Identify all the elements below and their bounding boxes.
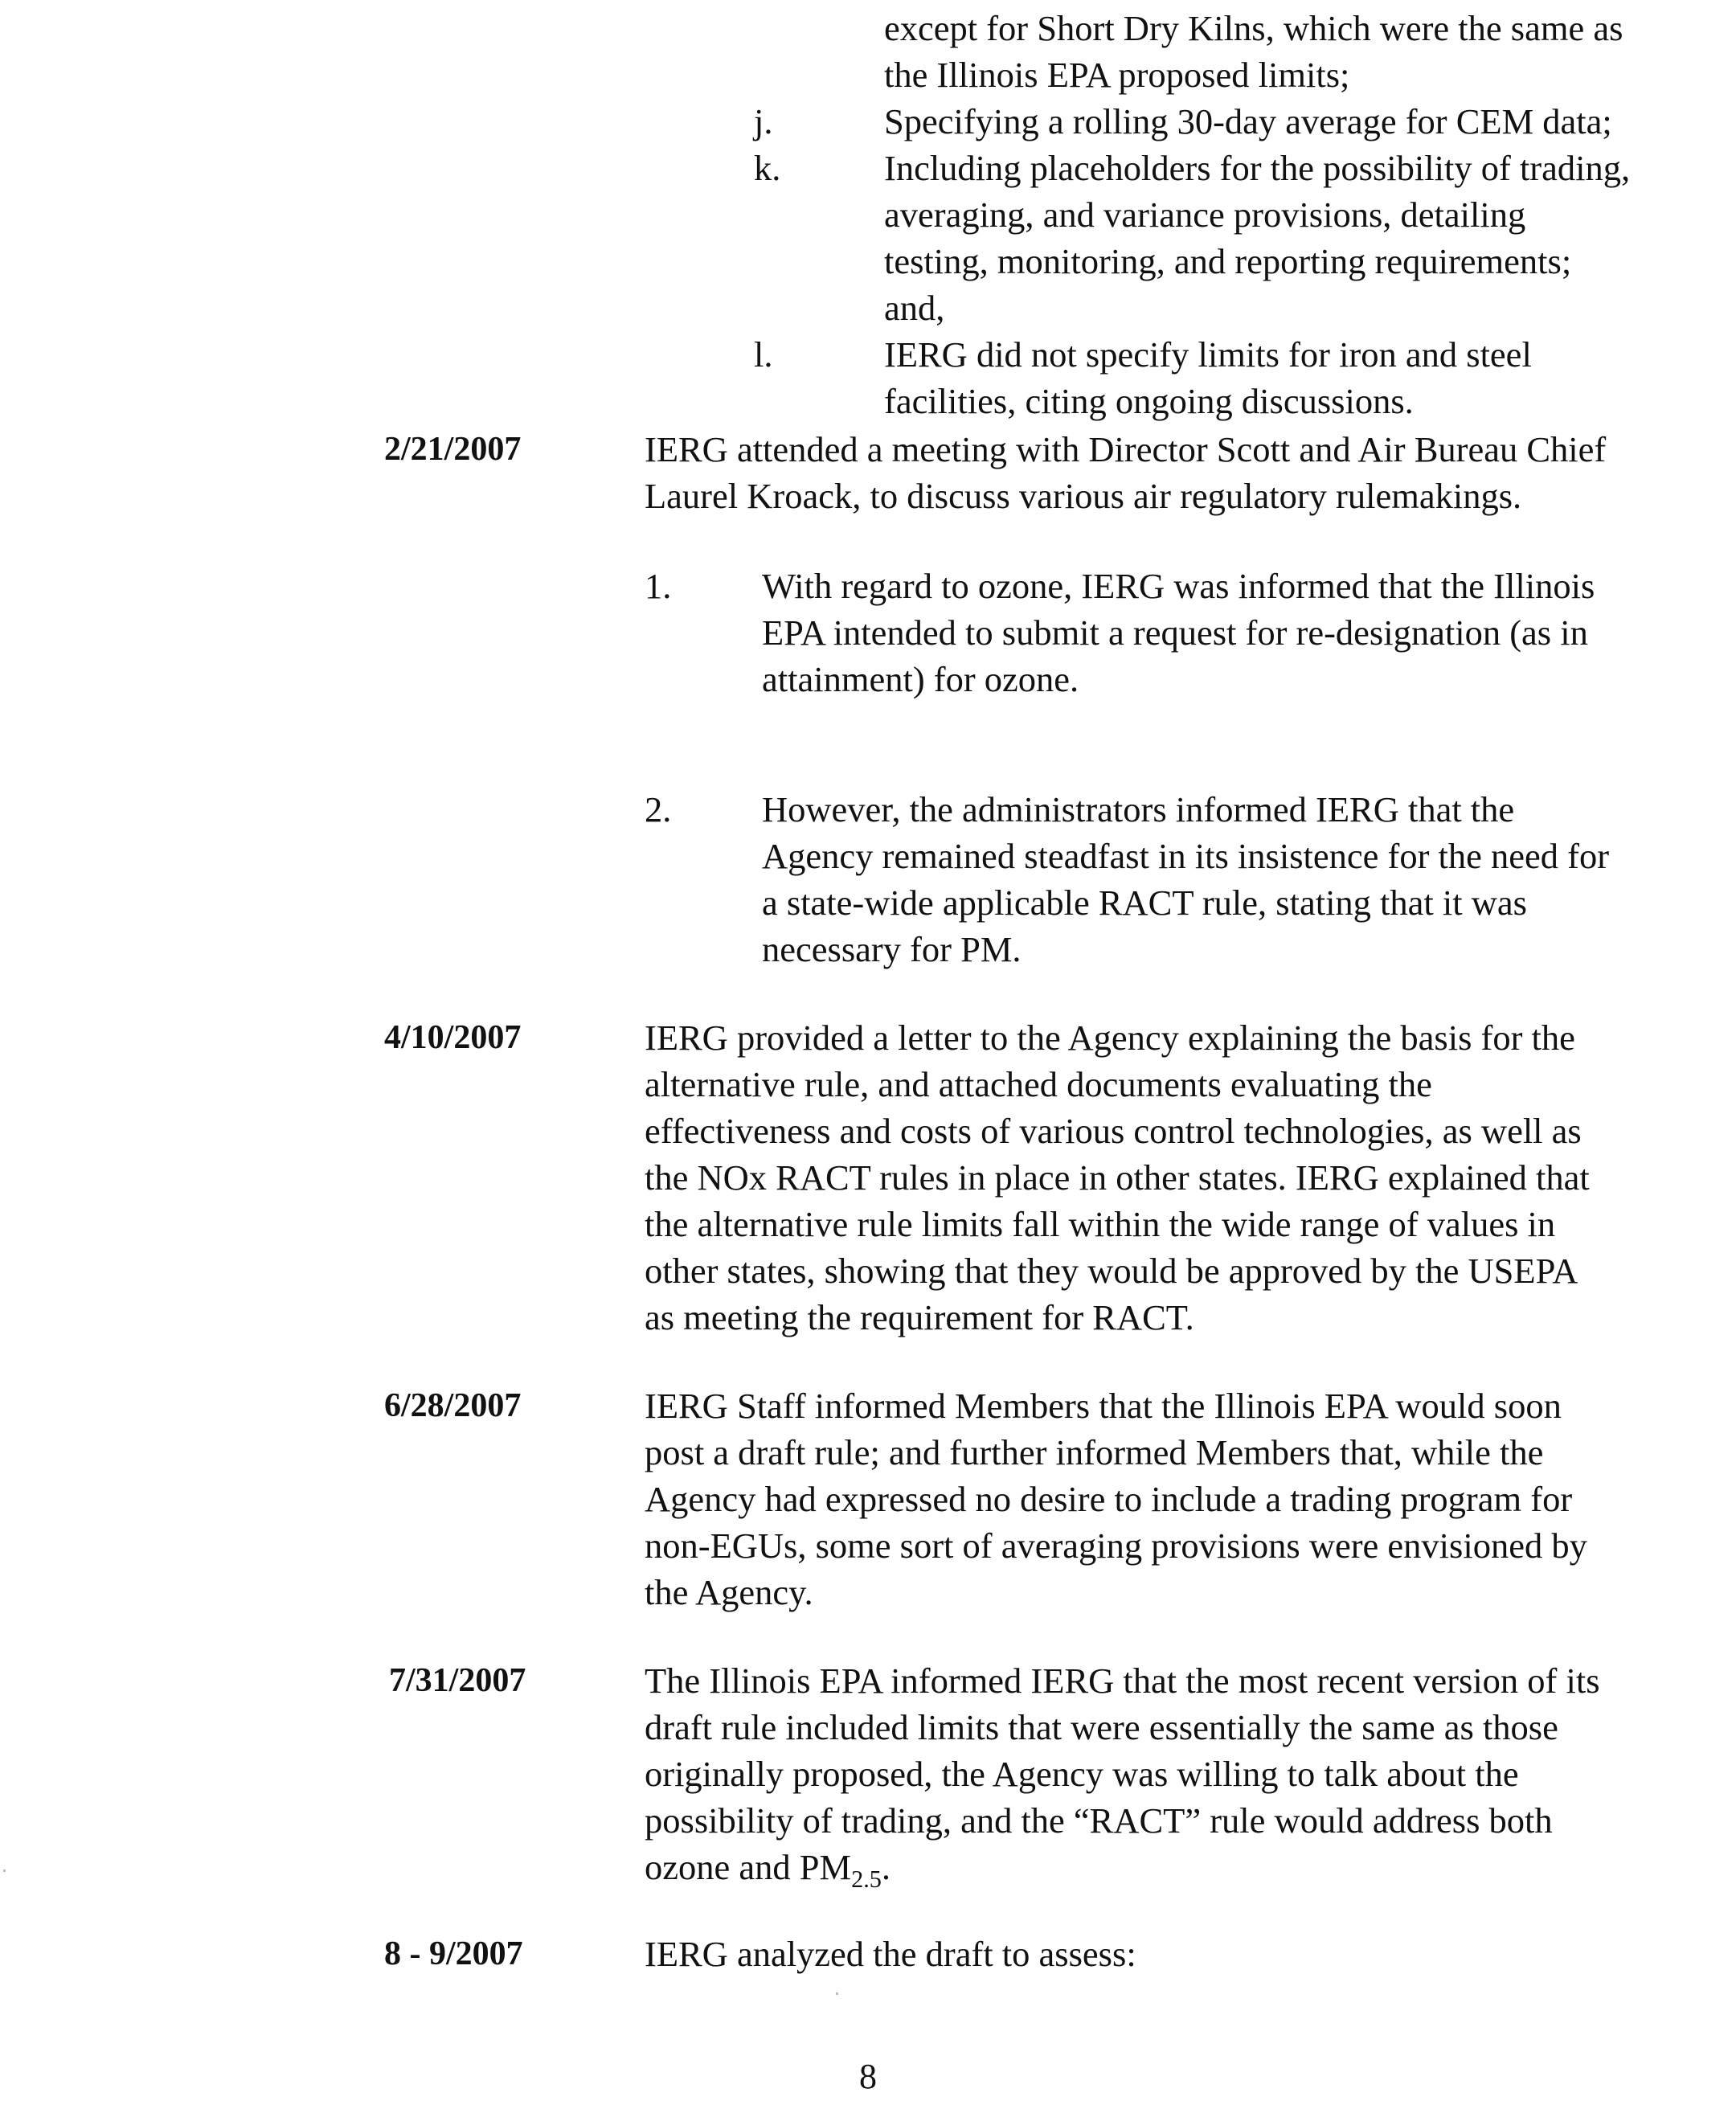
pm-text: ozone and PM (645, 1847, 852, 1887)
entry-text-line: the alternative rule limits fall within the wide range of values in (645, 1204, 1556, 1244)
subitem-text-line: a state-wide applicable RACT rule, stating that it was (762, 883, 1527, 923)
subitem-text-line: EPA intended to submit a request for re-designation (as in (762, 612, 1588, 653)
list-letter-l: l. (754, 334, 773, 375)
entry-text-line: post a draft rule; and further informed Members that, while the (645, 1432, 1544, 1472)
entry-text-line: Laurel Kroack, to discuss various air regulatory rulemakings. (645, 476, 1522, 516)
entry-text-line: draft rule included limits that were essentially the same as those (645, 1707, 1558, 1747)
list-continuation-line: the Illinois EPA proposed limits; (884, 55, 1350, 95)
list-item-text: testing, monitoring, and reporting requirements; (884, 241, 1572, 281)
subitem-number: 2. (645, 789, 672, 829)
list-continuation-line: except for Short Dry Kilns, which were the same as (884, 8, 1623, 48)
list-item-text: Including placeholders for the possibility of trading, (884, 148, 1631, 188)
list-item-text: Specifying a rolling 30-day average for CEM data; (884, 101, 1612, 141)
subitem-text-line: However, the administrators informed IERG that the (762, 789, 1515, 829)
entry-text-line: IERG analyzed the draft to assess: (645, 1934, 1136, 1974)
entry-text-line: effectiveness and costs of various control technologies, as well as (645, 1111, 1582, 1151)
scan-mark (836, 1992, 838, 1995)
list-item-text: averaging, and variance provisions, detailing (884, 195, 1526, 235)
subitem-text-line: attainment) for ozone. (762, 659, 1079, 699)
pm-period: . (881, 1847, 891, 1887)
subitem-text-line: necessary for PM. (762, 929, 1022, 969)
entry-date: 2/21/2007 (384, 431, 522, 468)
list-item-text: IERG did not specify limits for iron and steel (884, 334, 1532, 375)
entry-text-line: possibility of trading, and the “RACT” rule would address both (645, 1800, 1553, 1841)
entry-text-line: as meeting the requirement for RACT. (645, 1297, 1194, 1337)
entry-date: 8 - 9/2007 (384, 1935, 523, 1972)
entry-text-line: Agency had expressed no desire to include a trading program for (645, 1479, 1573, 1519)
entry-text-line: IERG Staff informed Members that the Illinois EPA would soon (645, 1386, 1562, 1426)
entry-text-line (645, 1844, 891, 1893)
pm-subscript: 2.5 (851, 1865, 882, 1893)
entry-text-line: alternative rule, and attached documents evaluating the (645, 1064, 1432, 1104)
subitem-text-line: With regard to ozone, IERG was informed that the Illinois (762, 566, 1595, 606)
list-item-text: and, (884, 288, 945, 328)
entry-text-line: non-EGUs, some sort of averaging provisions were envisioned by (645, 1525, 1587, 1566)
entry-text-line: the Agency. (645, 1572, 813, 1612)
entry-text-line: originally proposed, the Agency was willing to talk about the (645, 1754, 1519, 1794)
entry-date: 6/28/2007 (384, 1387, 522, 1424)
entry-text-line: IERG provided a letter to the Agency explaining the basis for the (645, 1018, 1575, 1058)
entry-text-line: IERG attended a meeting with Director Scott and Air Bureau Chief (645, 429, 1607, 469)
scan-mark (3, 1869, 6, 1872)
subitem-text-line: Agency remained steadfast in its insistence for the need for (762, 836, 1610, 876)
list-letter-j: j. (754, 101, 773, 141)
entry-text-line: other states, showing that they would be approved by the USEPA (645, 1251, 1578, 1291)
list-item-text: facilities, citing ongoing discussions. (884, 381, 1414, 421)
entry-date: 7/31/2007 (389, 1662, 526, 1699)
entry-text-line: the NOx RACT rules in place in other states. IERG explained that (645, 1157, 1590, 1198)
list-letter-k: k. (754, 148, 781, 188)
page-number: 8 (859, 2057, 877, 2096)
subitem-number: 1. (645, 566, 672, 606)
entry-text-line: The Illinois EPA informed IERG that the most recent version of its (645, 1661, 1600, 1701)
entry-date: 4/10/2007 (384, 1019, 522, 1056)
